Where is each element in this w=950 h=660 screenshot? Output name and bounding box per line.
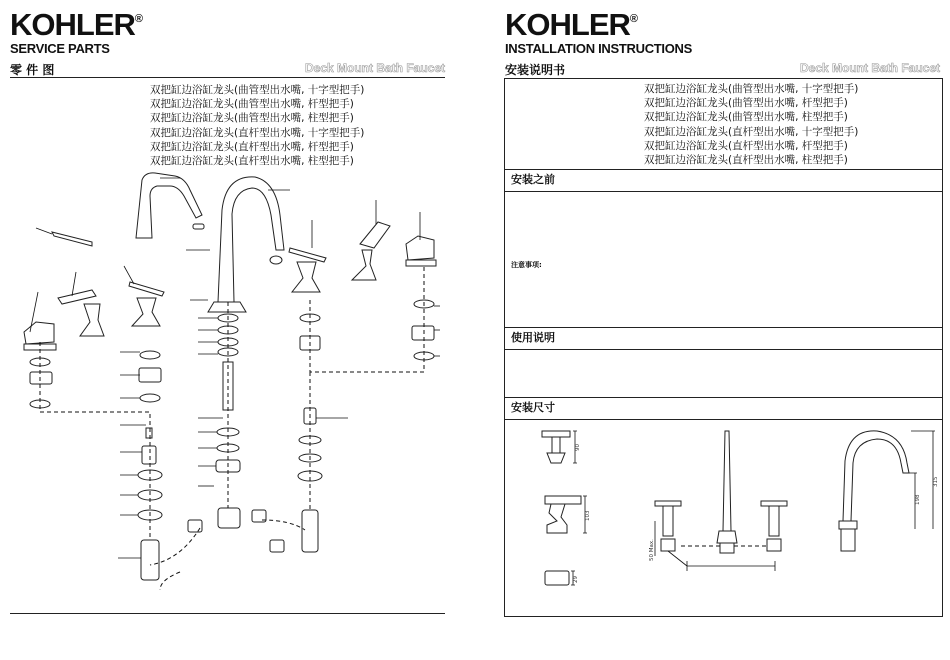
straight-spout — [136, 173, 202, 238]
product-title: 双把缸边浴缸龙头(曲管型出水嘴, 柱型把手) — [150, 112, 354, 125]
lever-handle-left — [58, 290, 104, 336]
arc-spout — [218, 177, 284, 302]
product-title: 双把缸边浴缸龙头(曲管型出水嘴, 十字型把手) — [644, 83, 859, 95]
product-name: Deck Mount Bath Faucet — [304, 61, 445, 75]
doc-type: INSTALLATION INSTRUCTIONS — [505, 41, 693, 56]
notes-label: 注意事项: — [511, 261, 542, 269]
footer-rule — [10, 613, 445, 614]
product-title-list — [644, 82, 858, 167]
exploded-parts-diagram — [0, 0, 460, 660]
instructions-frame — [504, 78, 943, 617]
svg-text:103: 103 — [585, 510, 591, 521]
knob-handle-right — [406, 236, 436, 266]
svg-text:29: 29 — [573, 576, 579, 583]
alignment-line — [310, 266, 424, 372]
product-title: 双把缸边浴缸龙头(直杆型出水嘴, 柱型把手) — [644, 154, 848, 167]
svg-text:198: 198 — [915, 494, 921, 505]
product-title: 双把缸边浴缸龙头(曲管型出水嘴, 杆型把手) — [644, 97, 848, 110]
section-before-install: 安装之前 — [505, 169, 942, 192]
svg-text:50 Max.: 50 Max. — [649, 539, 655, 561]
product-title: 双把缸边浴缸龙头(直杆型出水嘴, 十字型把手) — [644, 125, 859, 138]
lever-handle-elevation — [545, 496, 591, 533]
right-valve-stack — [270, 300, 434, 552]
product-title: 双把缸边浴缸龙头(直杆型出水嘴, 柱型把手) — [150, 155, 354, 168]
doc-type: SERVICE PARTS — [10, 41, 110, 56]
left-valve-stack — [30, 351, 162, 580]
arc-aerator — [270, 256, 282, 264]
product-title: 双把缸边浴缸龙头(直杆型出水嘴, 杆型把手) — [644, 139, 848, 152]
cross-handle-right — [289, 248, 326, 292]
svg-text:315: 315 — [933, 476, 939, 487]
page-heading: 安装说明书 — [505, 63, 566, 77]
product-title: 双把缸边浴缸龙头(直杆型出水嘴, 十字型把手) — [150, 126, 365, 139]
front-elevation — [649, 431, 787, 571]
flex-hose — [262, 520, 305, 530]
section-usage: 使用说明 — [505, 327, 942, 350]
side-elevation — [839, 431, 939, 551]
cross-handle-left — [129, 282, 164, 326]
flex-hose — [160, 572, 180, 590]
alignment-line — [40, 342, 150, 540]
center-stack — [188, 314, 266, 532]
product-name: Deck Mount Bath Faucet — [799, 61, 940, 75]
product-title: 双把缸边浴缸龙头(曲管型出水嘴, 柱型把手) — [644, 111, 848, 124]
dimension-drawings — [505, 421, 942, 611]
cross-handle-elevation — [542, 431, 581, 463]
product-title: 双把缸边浴缸龙头(直杆型出水嘴, 杆型把手) — [150, 140, 354, 153]
knob-elevation — [545, 571, 579, 585]
kohler-logo: KOHLER® — [505, 7, 638, 42]
section-dimensions: 安装尺寸 — [505, 397, 942, 420]
spout-aerator — [193, 224, 204, 229]
product-title: 双把缸边浴缸龙头(曲管型出水嘴, 十字型把手) — [150, 84, 365, 96]
svg-text:90: 90 — [575, 444, 581, 451]
kohler-logo: KOHLER® — [10, 7, 143, 42]
hex-key — [52, 232, 92, 246]
service-parts-page — [0, 0, 460, 660]
page-heading: 零 件 图 — [10, 63, 55, 77]
installation-instructions-page — [475, 0, 950, 660]
product-title: 双把缸边浴缸龙头(曲管型出水嘴, 杆型把手) — [150, 98, 354, 111]
lever-handle-right — [352, 222, 390, 280]
spout-base — [208, 302, 246, 312]
